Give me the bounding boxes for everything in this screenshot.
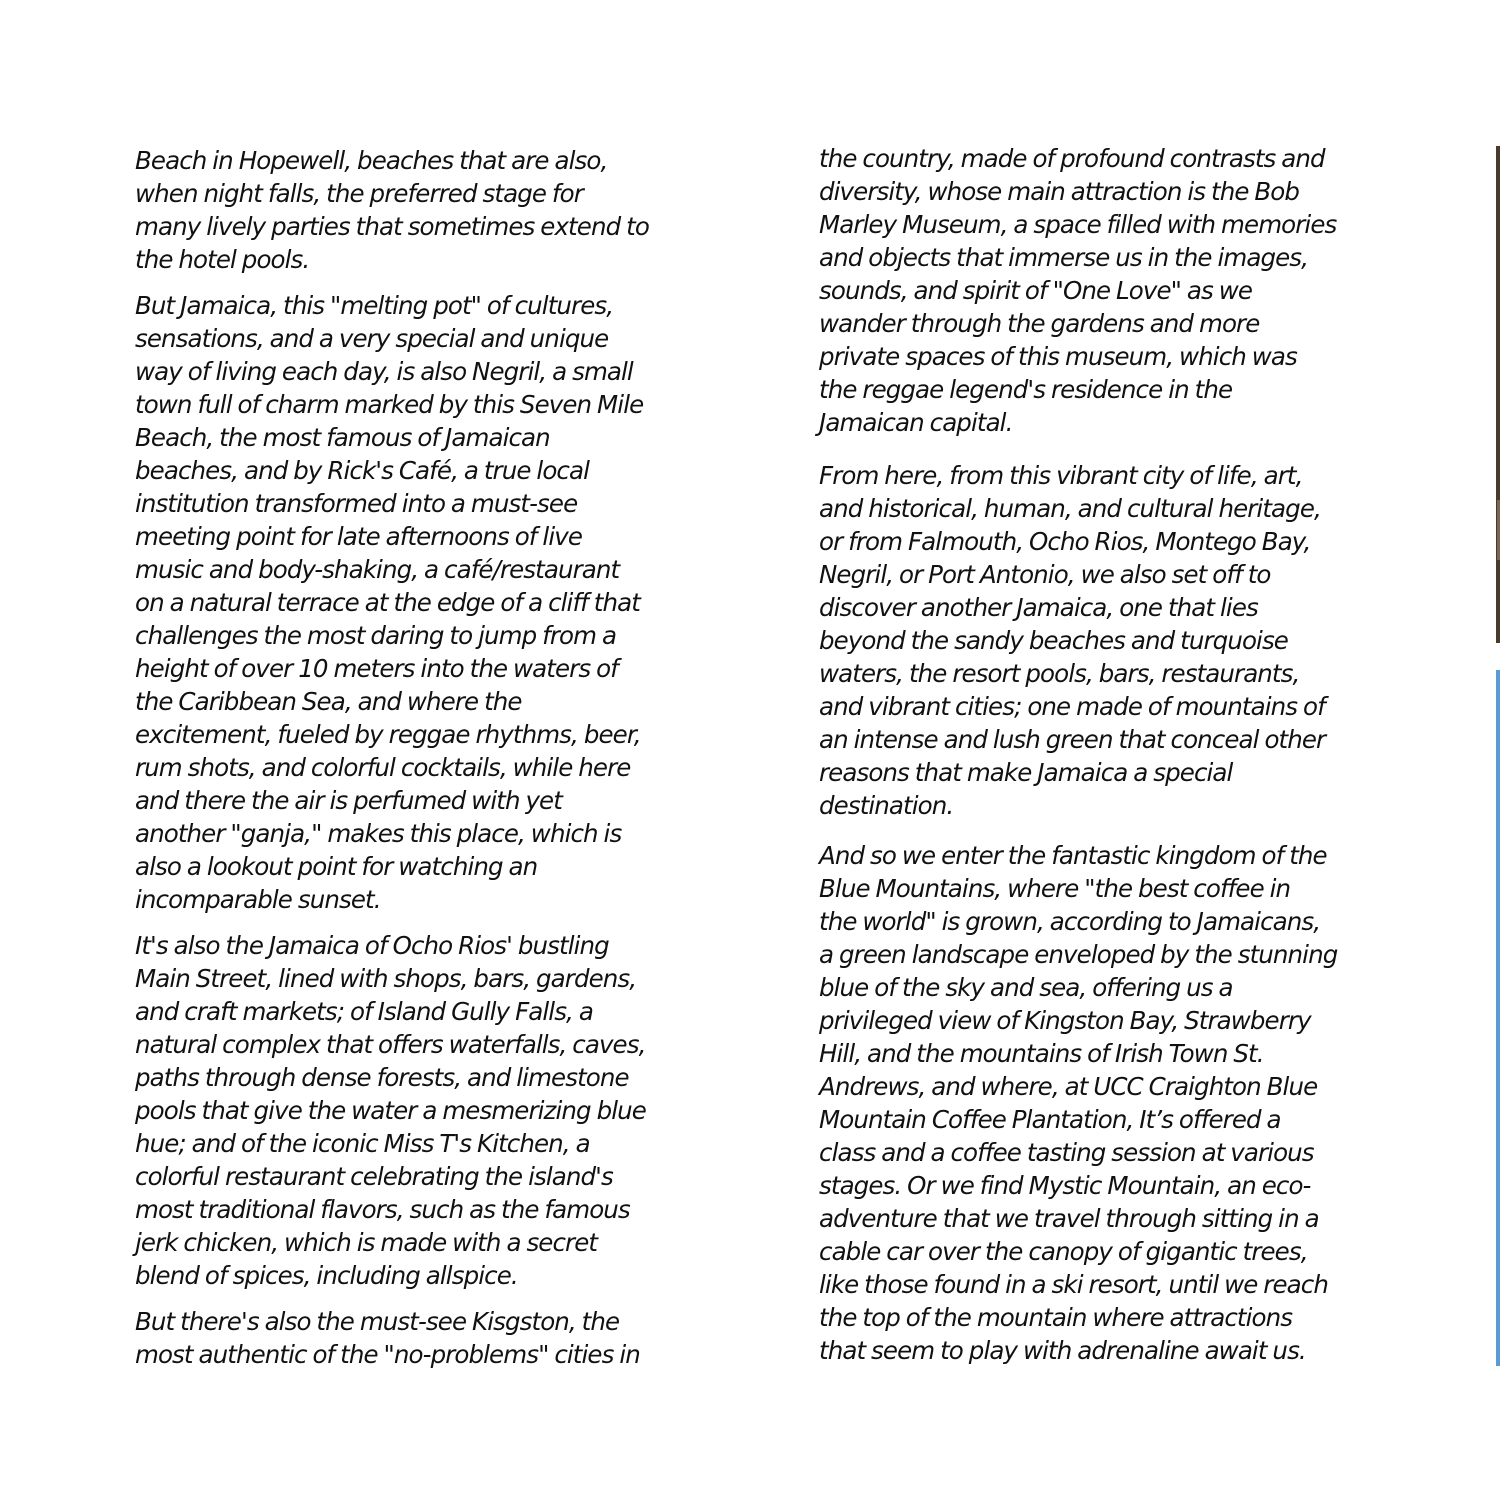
text-line: private spaces of this museum, which was [819,342,1297,371]
text-line: destination. [819,791,954,820]
text-line: Jamaican capital. [819,408,1013,437]
text-line: beyond the sandy beaches and turquoise [819,626,1288,655]
text-line: Beach, the most famous of Jamaican [135,423,550,452]
text-line: waters, the resort pools, bars, restaurants, [819,659,1300,688]
text-line: beaches, and by Rick's Café, a true local [135,456,589,485]
text-line: diversity, whose main attraction is the Bob [819,177,1300,206]
text-line: cable car over the canopy of gigantic trees, [819,1237,1308,1266]
text-line: most authentic of the "no-problems" cities in [135,1340,640,1369]
text-line: height of over 10 meters into the waters of [135,654,618,683]
text-line: institution transformed into a must-see [135,489,578,518]
text-line: class and a coffee tasting session at various [819,1138,1314,1167]
text-line: town full of charm marked by this Seven Mile [135,390,644,419]
text-line: and historical, human, and cultural heritage, [819,494,1321,523]
text-line: like those found in a ski resort, until we reach [819,1270,1328,1299]
paragraph [819,142,1369,439]
text-line: incomparable sunset. [135,885,381,914]
text-column-left [135,144,680,1384]
text-line: the world" is grown, according to Jamaicans, [819,907,1321,936]
text-line: Main Street, lined with shops, bars, gardens, [135,964,637,993]
text-line: way of living each day, is also Negril, a small [135,357,633,386]
text-line: But there's also the must-see Kisgston, the [135,1307,620,1336]
text-line: meeting point for late afternoons of live [135,522,582,551]
text-line: And so we enter the fantastic kingdom of the [819,841,1327,870]
text-line: and vibrant cities; one made of mountains of [819,692,1325,721]
text-line: and craft markets; of Island Gully Falls, a [135,997,593,1026]
text-line: colorful restaurant celebrating the island's [135,1162,613,1191]
text-line: hue; and of the iconic Miss T's Kitchen, a [135,1129,590,1158]
text-line: Marley Museum, a space filled with memories [819,210,1337,239]
text-line: Andrews, and where, at UCC Craighton Blue [819,1072,1318,1101]
text-line: Blue Mountains, where "the best coffee in [819,874,1291,903]
text-line: the Caribbean Sea, and where the [135,687,522,716]
text-line: the hotel pools. [135,245,310,274]
text-line: on a natural terrace at the edge of a cliff that [135,588,640,617]
text-line: privileged view of Kingston Bay, Strawberry [819,1006,1311,1035]
text-line: blend of spices, including allspice. [135,1261,518,1290]
text-line: paths through dense forests, and limestone [135,1063,629,1092]
text-line: that seem to play with adrenaline await us. [819,1336,1306,1365]
text-line: blue of the sky and sea, offering us a [819,973,1233,1002]
text-line: It's also the Jamaica of Ocho Rios' bustling [135,931,609,960]
text-line: Negril, or Port Antonio, we also set off to [819,560,1271,589]
text-line: wander through the gardens and more [819,309,1260,338]
text-line: challenges the most daring to jump from a [135,621,617,650]
text-line: jerk chicken, which is made with a secret [135,1228,598,1257]
text-line: discover another Jamaica, one that lies [819,593,1258,622]
text-line: excitement, fueled by reggae rhythms, beer, [135,720,641,749]
text-line: stages. Or we find Mystic Mountain, an eco- [819,1171,1311,1200]
text-line: many lively parties that sometimes extend to [135,212,649,241]
text-line: most traditional flavors, such as the famous [135,1195,630,1224]
text-line: the reggae legend's residence in the [819,375,1233,404]
text-line: From here, from this vibrant city of life, art, [819,461,1303,490]
paragraph [135,144,680,276]
adjacent-photo-edge [1496,146,1500,643]
text-line: or from Falmouth, Ocho Rios, Montego Bay, [819,527,1311,556]
paragraph [819,839,1369,1367]
text-line: Beach in Hopewell, beaches that are also, [135,146,608,175]
text-line: another "ganja," makes this place, which is [135,819,622,848]
paragraph [819,459,1369,822]
paragraph [135,289,680,916]
text-line: adventure that we travel through sitting in a [819,1204,1319,1233]
paragraph [135,929,680,1292]
text-line: and objects that immerse us in the images, [819,243,1309,272]
text-line: and there the air is perfumed with yet [135,786,562,815]
adjacent-blue-panel-edge [1496,670,1500,1366]
text-line: Mountain Coffee Plantation, It’s offered a [819,1105,1281,1134]
text-line: sensations, and a very special and unique [135,324,609,353]
text-line: music and body-shaking, a café/restaurant [135,555,620,584]
text-line: also a lookout point for watching an [135,852,538,881]
paragraph [135,1305,680,1371]
text-column-right [819,142,1369,1380]
text-line: sounds, and spirit of "One Love" as we [819,276,1253,305]
text-line: the country, made of profound contrasts and [819,144,1325,173]
text-line: But Jamaica, this "melting pot" of cultures, [135,291,614,320]
text-line: reasons that make Jamaica a special [819,758,1233,787]
text-line: pools that give the water a mesmerizing blue [135,1096,646,1125]
text-line: rum shots, and colorful cocktails, while here [135,753,631,782]
text-line: an intense and lush green that conceal other [819,725,1326,754]
text-line: the top of the mountain where attractions [819,1303,1293,1332]
text-line: when night falls, the preferred stage for [135,179,583,208]
text-line: Hill, and the mountains of Irish Town St. [819,1039,1264,1068]
text-line: natural complex that offers waterfalls, caves, [135,1030,646,1059]
text-line: a green landscape enveloped by the stunning [819,940,1338,969]
